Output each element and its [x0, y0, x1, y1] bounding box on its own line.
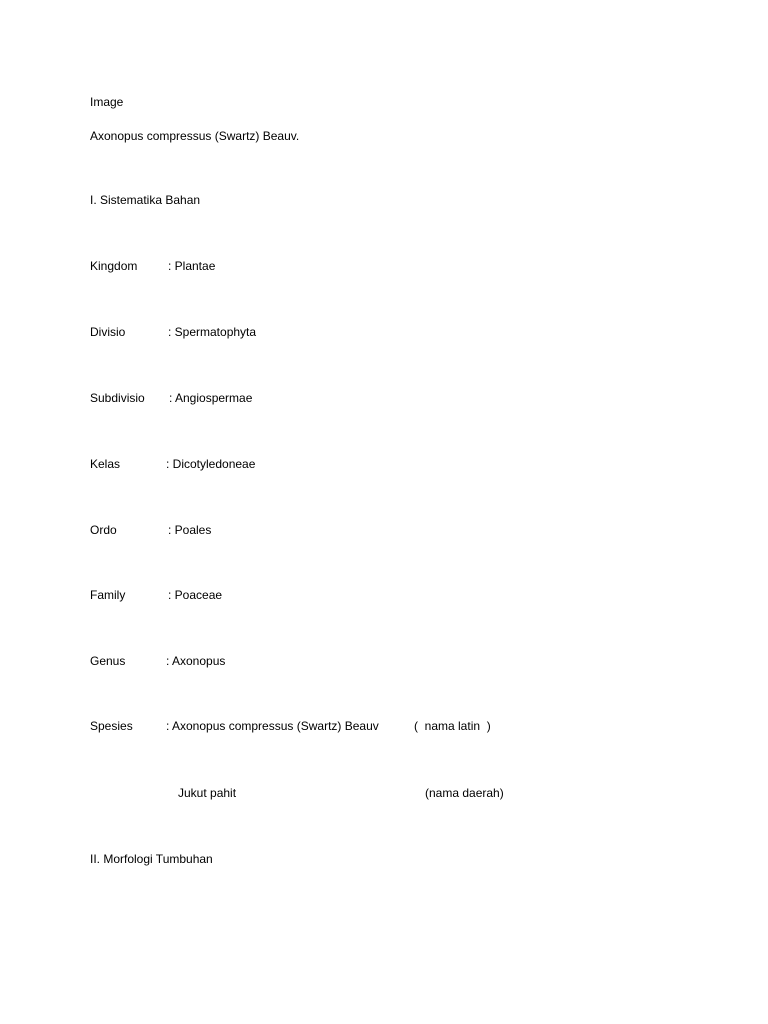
taxonomy-label-subdivisio: Subdivisio	[90, 391, 145, 405]
taxonomy-value-kelas: : Dicotyledoneae	[166, 457, 256, 471]
taxonomy-label-spesies: Spesies	[90, 719, 133, 733]
section-heading-morfologi: II. Morfologi Tumbuhan	[90, 852, 213, 866]
taxonomy-label-kelas: Kelas	[90, 457, 121, 471]
taxonomy-label-family: Family	[90, 588, 126, 602]
taxonomy-value-spesies: : Axonopus compressus (Swartz) Beauv	[166, 719, 379, 733]
taxonomy-label-kingdom: Kingdom	[90, 259, 138, 273]
taxonomy-label-divisio: Divisio	[90, 325, 126, 339]
taxonomy-value-ordo: : Poales	[168, 523, 212, 537]
local-name-note: (nama daerah)	[425, 786, 504, 800]
taxonomy-value-family: : Poaceae	[168, 588, 223, 602]
local-name: Jukut pahit	[178, 786, 237, 800]
taxonomy-value-genus: : Axonopus	[166, 654, 226, 668]
section-heading-sistematika: I. Sistematika Bahan	[90, 193, 201, 207]
taxonomy-value-divisio: : Spermatophyta	[168, 325, 257, 339]
latin-name-note: ( nama latin )	[414, 719, 491, 733]
taxonomy-label-genus: Genus	[90, 654, 126, 668]
taxonomy-value-subdivisio: : Angiospermae	[169, 391, 253, 405]
taxonomy-value-kingdom: : Plantae	[168, 259, 216, 273]
image-label: Image	[90, 95, 124, 109]
species-title: Axonopus compressus (Swartz) Beauv.	[90, 129, 300, 143]
taxonomy-label-ordo: Ordo	[90, 523, 117, 537]
